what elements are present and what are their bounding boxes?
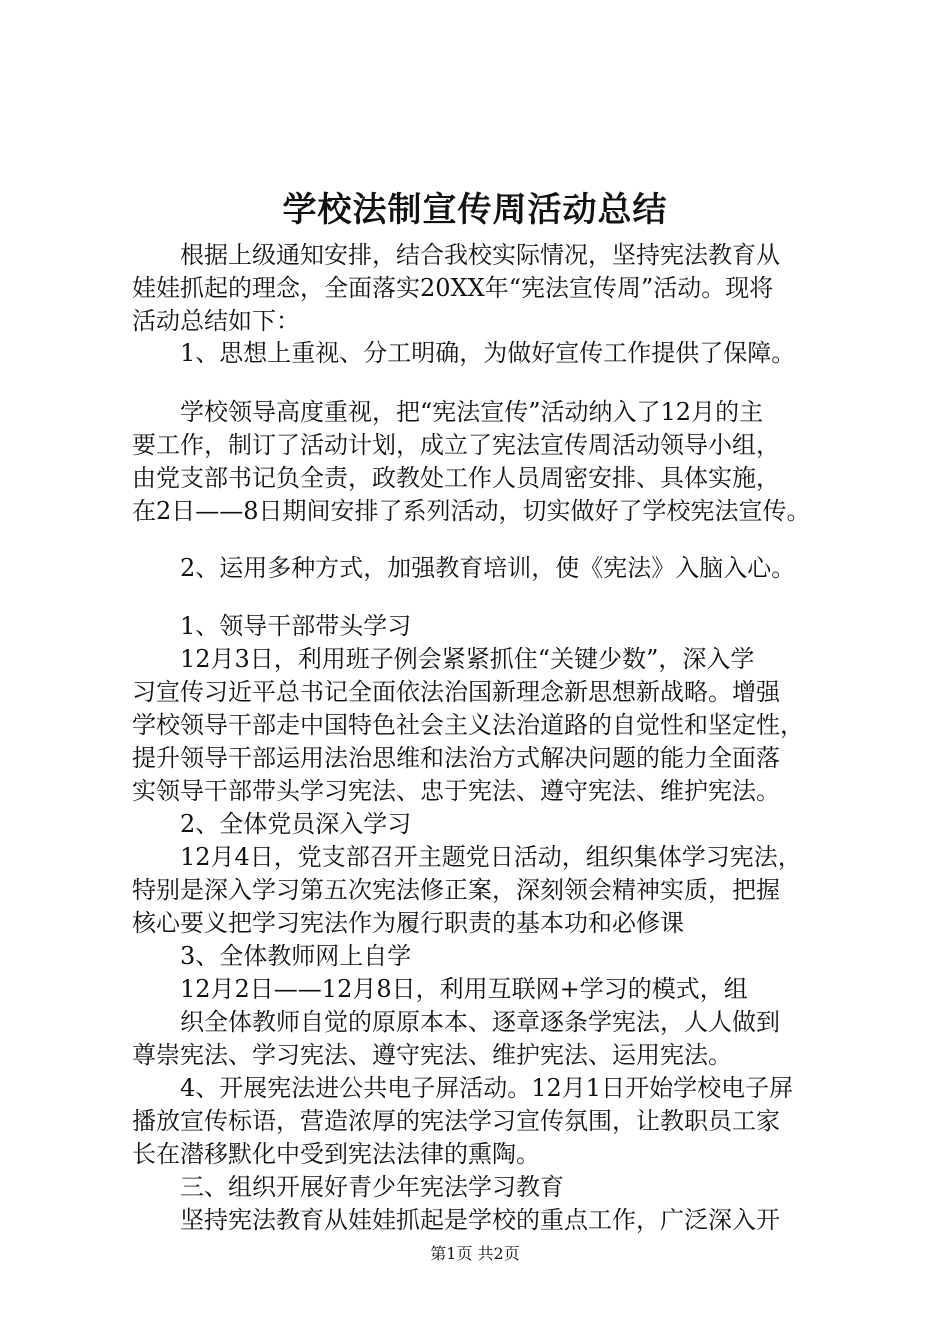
paragraph-line: 娃娃抓起的理念，全面落实20XX年“宪法宣传周”活动。现将	[132, 274, 774, 302]
paragraph-line: 织全体教师自觉的原原本本、逐章逐条学宪法，人人做到	[132, 1008, 780, 1036]
section-heading: 三、组织开展好青少年宪法学习教育	[132, 1173, 564, 1201]
paragraph-line: 实领导干部带头学习宪法、忠于宪法、遵守宪法、维护宪法。	[132, 777, 780, 805]
paragraph-line: 由党支部书记负全责，政教处工作人员周密安排、具体实施，	[132, 464, 780, 492]
paragraph-line: 习宣传习近平总书记全面依法治国新理念新思想新战略。增强	[132, 678, 780, 706]
paragraph-line: 播放宣传标语，营造浓厚的宪法学习宣传氛围，让教职员工家	[132, 1107, 780, 1135]
page-footer: 第1页 共2页	[430, 1244, 520, 1263]
paragraph-line: 活动总结如下：	[132, 307, 300, 335]
paragraph-line: 长在潜移默化中受到宪法法律的熏陶。	[132, 1140, 540, 1168]
subsection-heading: 3、全体教师网上自学	[132, 942, 412, 970]
paragraph-line: 坚持宪法教育从娃娃抓起是学校的重点工作，广泛深入开	[132, 1206, 780, 1234]
paragraph-line: 根据上级通知安排，结合我校实际情况，坚持宪法教育从	[132, 241, 780, 269]
section-heading: 1、思想上重视、分工明确，为做好宣传工作提供了保障。	[132, 339, 796, 367]
paragraph-line: 学校领导高度重视，把“宪法宣传”活动纳入了12月的主	[132, 398, 764, 426]
paragraph-line: 4、开展宪法进公共电子屏活动。12月1日开始学校电子屏	[132, 1074, 794, 1102]
paragraph-line: 核心要义把学习宪法作为履行职责的基本功和必修课	[132, 909, 684, 937]
paragraph-line: 特别是深入学习第五次宪法修正案，深刻领会精神实质，把握	[132, 876, 780, 904]
paragraph-line: 提升领导干部运用法治思维和法治方式解决问题的能力全面落	[132, 744, 780, 772]
paragraph-line: 在2日——8日期间安排了系列活动，切实做好了学校宪法宣传。	[132, 497, 811, 525]
subsection-heading: 2、全体党员深入学习	[132, 810, 412, 838]
paragraph-line: 12月2日——12月8日，利用互联网+学习的模式，组	[132, 975, 748, 1003]
paragraph-line: 要工作，制订了活动计划，成立了宪法宣传周活动领导小组，	[132, 431, 780, 459]
subsection-heading: 1、领导干部带头学习	[132, 612, 412, 640]
paragraph-line: 12月3日，利用班子例会紧紧抓住“关键少数”，深入学	[132, 645, 755, 673]
document-title: 学校法制宣传周活动总结	[282, 190, 668, 230]
paragraph-line: 12月4日，党支部召开主题党日活动，组织集体学习宪法，	[132, 843, 802, 871]
paragraph-line: 学校领导干部走中国特色社会主义法治道路的自觉性和坚定性，	[132, 711, 804, 739]
paragraph-line: 尊崇宪法、学习宪法、遵守宪法、维护宪法、运用宪法。	[132, 1041, 732, 1069]
section-heading: 2、运用多种方式，加强教育培训，使《宪法》入脑入心。	[132, 554, 796, 582]
